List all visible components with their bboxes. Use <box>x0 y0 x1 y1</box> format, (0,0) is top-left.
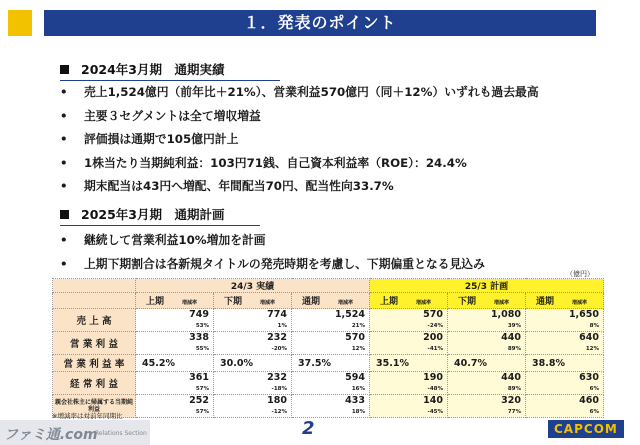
bullet-dot-icon: • <box>60 155 68 170</box>
capcom-logo: CAPCOM <box>548 420 624 438</box>
table-cell: 33855% <box>136 332 214 355</box>
square-bullet-icon <box>60 65 69 74</box>
row-label: 営 業 利 益 <box>53 332 136 355</box>
table-cell: 44089% <box>448 332 526 355</box>
page-number: 2 <box>302 418 315 439</box>
table-cell: 140-45% <box>370 395 448 418</box>
bullet-dot-icon: • <box>60 179 68 193</box>
table-cell: 30.0% <box>214 355 292 372</box>
section-title-plan <box>60 205 260 226</box>
table-sub-header <box>53 293 604 309</box>
column-header: 通期 増減率 <box>292 293 370 309</box>
table-cell: 74953% <box>136 309 214 332</box>
table-cell: 200-41% <box>370 332 448 355</box>
footer-section-text: Relations Section <box>95 430 147 437</box>
bullet-dot-icon: • <box>60 108 68 123</box>
column-header: 下期 増減率 <box>448 293 526 309</box>
table-cell: 232-20% <box>214 332 292 355</box>
list-item: • 期末配当は43円へ増配、年間配当70円、配当性向33.7% <box>60 175 539 199</box>
actual-bullet-list <box>60 81 539 199</box>
column-header: 上期 増減率 <box>370 293 448 309</box>
table-cell: 57012% <box>292 332 370 355</box>
list-item: • 評価損は通期で105億円計上 <box>60 128 539 152</box>
table-cell: 59416% <box>292 372 370 395</box>
table-cell: 1,52421% <box>292 309 370 332</box>
column-header: 通期 増減率 <box>526 293 604 309</box>
table-cell: 64012% <box>526 332 604 355</box>
table-row <box>53 309 604 332</box>
row-label: 営 業 利 益 率 <box>53 355 136 372</box>
column-header: 上期 増減率 <box>136 293 214 309</box>
plan-bullet-list <box>60 229 485 276</box>
header-accent <box>8 10 32 36</box>
table-row <box>53 355 604 372</box>
list-item: • 主要３セグメントは全て増収増益 <box>60 105 539 129</box>
table-corner <box>53 293 136 309</box>
header-bar <box>44 10 596 36</box>
section-title-text: 2024年3月期 通期実績 <box>81 62 225 77</box>
list-item: • 売上1,524億円（前年比＋21%）、営業利益570億円（同＋12%）いずれも過去最高 <box>60 81 539 105</box>
table-cell: 36157% <box>136 372 214 395</box>
watermark-text: ファミ通.com <box>4 427 98 443</box>
table-cell: 45.2% <box>136 355 214 372</box>
table-cell: 1,08039% <box>448 309 526 332</box>
square-bullet-icon <box>60 210 69 219</box>
table-cell: 44089% <box>448 372 526 395</box>
table-corner <box>53 279 136 293</box>
table-cell: 570-24% <box>370 309 448 332</box>
table-cell: 43318% <box>292 395 370 418</box>
bullet-dot-icon: • <box>60 256 68 271</box>
section-title-text: 2025年3月期 通期計画 <box>81 207 225 222</box>
list-item: • 継続して営業利益10%増加を計画 <box>60 229 485 253</box>
row-label: 経 常 利 益 <box>53 372 136 395</box>
row-label: 親会社株主に帰属する当期純利益 <box>53 395 136 418</box>
table-cell: 35.1% <box>370 355 448 372</box>
table-cell: 38.8% <box>526 355 604 372</box>
table-cell: 25257% <box>136 395 214 418</box>
group-actual: 24/3 実績 <box>136 279 370 293</box>
table-cell: 4606% <box>526 395 604 418</box>
unit-label: （億円） <box>566 270 594 278</box>
section-title-actual <box>60 60 280 81</box>
table-cell: 40.7% <box>448 355 526 372</box>
group-plan: 25/3 計画 <box>370 279 604 293</box>
financial-table <box>52 278 604 418</box>
table-cell: 32077% <box>448 395 526 418</box>
table-cell: 7741% <box>214 309 292 332</box>
table-row <box>53 372 604 395</box>
table-cell: 37.5% <box>292 355 370 372</box>
list-item: • 1株当たり当期純利益：103円71銭、自己資本利益率（ROE）：24.4% <box>60 152 539 176</box>
bullet-dot-icon: • <box>60 132 68 146</box>
table-cell: 6306% <box>526 372 604 395</box>
table-cell: 190-48% <box>370 372 448 395</box>
page-title: １．発表のポイント <box>243 13 397 32</box>
bullet-dot-icon: • <box>60 85 68 99</box>
table-row <box>53 395 604 418</box>
bullet-dot-icon: • <box>60 233 68 247</box>
column-header: 下期 増減率 <box>214 293 292 309</box>
table-group-header <box>53 279 604 293</box>
list-item: • 上期下期割合は各新規タイトルの発売時期を考慮し、下期偏重となる見込み <box>60 253 485 277</box>
row-label: 売 上 高 <box>53 309 136 332</box>
table-cell: 232-18% <box>214 372 292 395</box>
table-cell: 180-12% <box>214 395 292 418</box>
table-footnote: ※増減率は対前年同期比 <box>52 412 123 420</box>
table-row <box>53 332 604 355</box>
table-cell: 1,6508% <box>526 309 604 332</box>
